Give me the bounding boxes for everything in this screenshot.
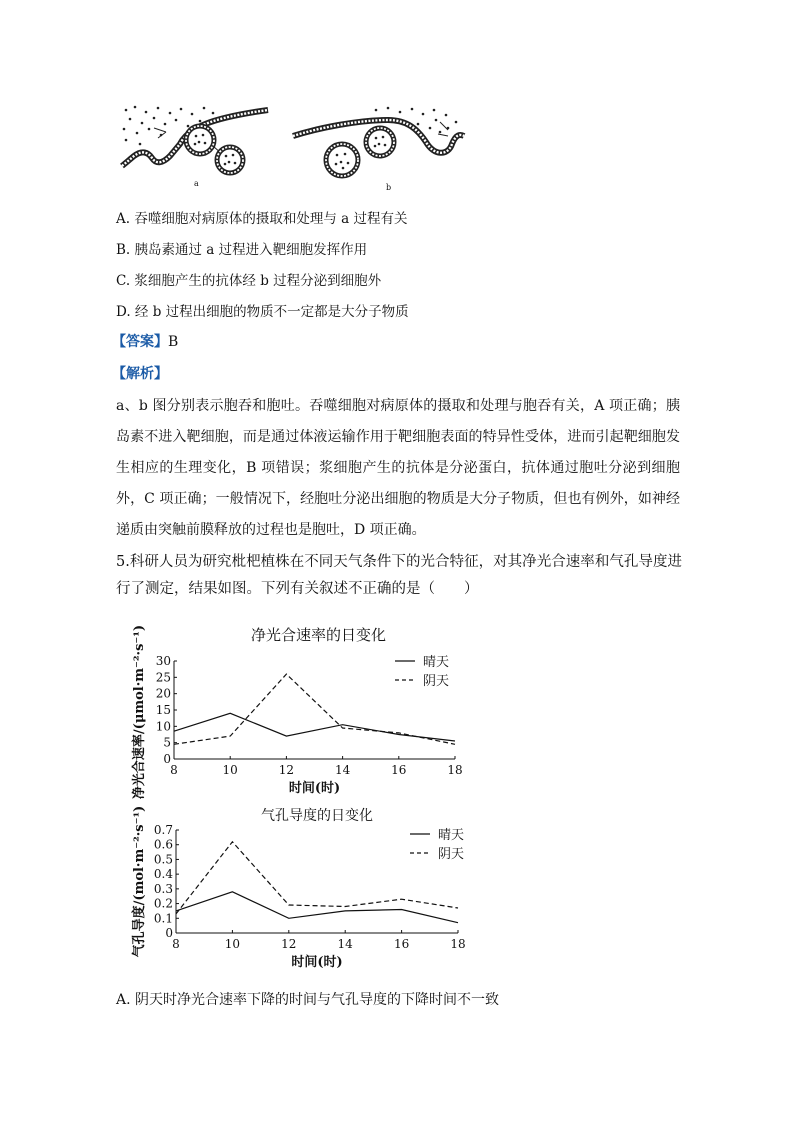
chart-stomatal-conductance	[125, 802, 475, 980]
answer-line	[112, 331, 178, 351]
y-tick-label: 0.2	[153, 896, 173, 911]
x-tick-label: 14	[337, 937, 353, 951]
y-tick-label: 20	[155, 686, 171, 701]
legend-label: 阴天	[423, 674, 450, 689]
x-tick-label: 14	[334, 763, 351, 777]
y-axis-label: 净光合速率/(μmol·m⁻²·s⁻¹)	[132, 624, 147, 800]
series-line-sunny	[176, 892, 458, 923]
x-tick-label: 10	[224, 937, 241, 951]
series-line-sunny	[174, 713, 455, 741]
option-d-prev: D. 经 b 过程出细胞的物质不一定都是大分子物质	[116, 304, 409, 320]
y-tick-label: 0.4	[153, 867, 173, 882]
x-tick-label: 8	[170, 763, 178, 777]
analysis-text: a、b 图分别表示胞吞和胞吐。吞噬细胞对病原体的摄取和处理与胞吞有关，A 项正确；胰岛素不进入靶细胞，而是通过体液运输作用于靶细胞表面的特异性受体，进而引起靶细胞发生相应的生理变化，B 项错误；浆细胞产生的抗体是分泌蛋白，抗体通过胞吐分泌到细胞外，C 项正确；一般情况下，经胞吐分泌出细胞的物质是大分子物质，但也有例外，如神经递质由突触前膜释放的过程也是胞吐，D 项正确。	[116, 398, 680, 538]
legend-label: 晴天	[423, 655, 450, 670]
y-tick-label: 0	[163, 752, 171, 766]
chart-title: 净光合速率的日变化	[250, 626, 387, 644]
x-tick-label: 16	[393, 937, 410, 951]
y-tick-label: 5	[163, 735, 171, 750]
series-line-cloudy	[174, 674, 455, 744]
chart-net-photosynthesis	[125, 620, 475, 802]
membrane-diagram	[118, 104, 468, 192]
diagram-label-a: a	[194, 179, 199, 188]
x-axis-label: 时间(时)	[288, 781, 341, 796]
x-tick-label: 12	[281, 937, 297, 951]
analysis-tag: 【解析】	[112, 366, 168, 382]
question-5-stem: 5.科研人员为研究枇杷植株在不同天气条件下的光合特征，对其净光合速率和气孔导度进行了测定，结果如图。下列有关叙述不正确的是（ ）	[116, 554, 682, 597]
y-tick-label: 25	[155, 670, 171, 685]
x-tick-label: 8	[172, 937, 180, 951]
option-b-prev: B. 胰岛素通过 a 过程进入靶细胞发挥作用	[116, 242, 368, 258]
answer-tag: 【答案】	[112, 334, 168, 350]
x-tick-label: 18	[450, 937, 466, 951]
option-c-prev: C. 浆细胞产生的抗体经 b 过程分泌到细胞外	[116, 273, 382, 289]
y-axis-label: 气孔导度/(mol·m⁻²·s⁻¹)	[132, 805, 147, 958]
y-tick-label: 0.6	[153, 837, 173, 852]
x-tick-label: 10	[222, 763, 238, 777]
series-line-cloudy	[176, 842, 458, 914]
analysis-tag-line	[112, 363, 168, 383]
diagram-label-b: b	[386, 183, 392, 192]
option-a-q5: A. 阴天时净光合速率下降的时间与气孔导度的下降时间不一致	[116, 992, 500, 1008]
x-tick-label: 12	[278, 763, 295, 777]
y-tick-label: 15	[155, 703, 171, 717]
y-tick-label: 0.5	[153, 852, 173, 867]
legend-label: 晴天	[438, 828, 465, 843]
x-axis-label: 时间(时)	[291, 955, 343, 970]
legend-label: 阴天	[438, 847, 465, 862]
x-tick-label: 18	[447, 763, 463, 777]
y-tick-label: 30	[155, 654, 171, 668]
y-tick-label: 0.3	[153, 881, 173, 896]
y-tick-label: 0.1	[153, 911, 173, 926]
chart-title: 气孔导度的日变化	[261, 808, 373, 824]
answer-value: B	[168, 334, 179, 350]
y-tick-label: 0	[165, 926, 173, 940]
y-tick-label: 0.7	[153, 823, 173, 837]
option-a-prev: A. 吞噬细胞对病原体的摄取和处理与 a 过程有关	[116, 211, 408, 227]
y-tick-label: 10	[155, 719, 171, 734]
x-tick-label: 16	[391, 763, 407, 777]
